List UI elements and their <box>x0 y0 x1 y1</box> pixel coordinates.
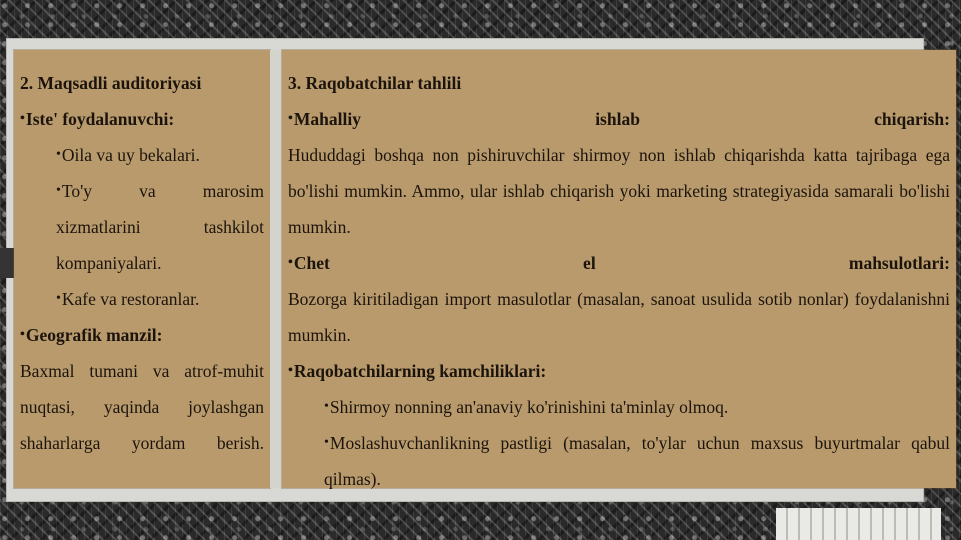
consumers-label: Iste' foydalanuvchi: <box>25 109 175 129</box>
weakness-item: •Moslashuvchanlikning pastligi (masalan, to'ylar uchun maxsus buyurtmalar qabul qilmas). <box>324 433 950 489</box>
bullet: • <box>324 399 329 414</box>
consumer-item: •Oila va uy bekalari. <box>56 145 200 165</box>
local-label: Mahalliy ishlab chiqarish: <box>293 109 950 129</box>
location-label: Geografik manzil: <box>25 325 163 345</box>
foreign-label-line <box>288 245 950 281</box>
bullet: • <box>56 183 61 198</box>
bullet: • <box>56 291 61 306</box>
bullet: • <box>324 435 329 450</box>
foreign-text: Bozorga kiritiladigan import masulotlar (masalan, sanoat usulida sotib nonlar) foydalanishni mumkin. <box>288 289 950 345</box>
foreign-label: Chet el mahsulotlari: <box>293 253 950 273</box>
consumers-label-line <box>20 101 264 137</box>
corner-decoration <box>776 508 941 540</box>
consumer-item: •To'y va marosim xizmatlarini tashkilot kompaniyalari. <box>56 181 264 273</box>
weakness-item: •Shirmoy nonning an'anaviy ko'rinishini ta'minlay olmoq. <box>324 397 729 417</box>
audience-heading: 2. Maqsadli auditoriyasi <box>20 73 202 93</box>
location-label-line <box>20 317 264 353</box>
column-divider <box>270 50 282 488</box>
bullet: • <box>20 327 25 342</box>
bullet: • <box>20 111 25 126</box>
weak-label: Raqobatchilarning kamchiliklari: <box>293 361 547 381</box>
competitors-heading: 3. Raqobatchilar tahlili <box>288 73 462 93</box>
consumer-item: •Kafe va restoranlar. <box>56 289 200 309</box>
bullet: • <box>288 363 293 378</box>
target-audience-panel <box>14 50 270 488</box>
bullet: • <box>288 255 293 270</box>
bullet: • <box>56 147 61 162</box>
weak-label-line <box>288 353 950 389</box>
bullet: • <box>288 111 293 126</box>
location-text: Baxmal tumani va atrof-muhit nuqtasi, yaqinda joylashgan shaharlarga yordam berish. <box>20 361 264 453</box>
local-text: Hududdagi boshqa non pishiruvchilar shirmoy non ishlab chiqarishda katta tajribaga ega bo'lishi mumkin. Ammo, ular ishlab chiqarish yoki marketing strategiyasida samarali bo'lishi mumkin. <box>288 145 950 237</box>
local-label-line <box>288 101 950 137</box>
competitor-analysis-panel <box>282 50 956 488</box>
